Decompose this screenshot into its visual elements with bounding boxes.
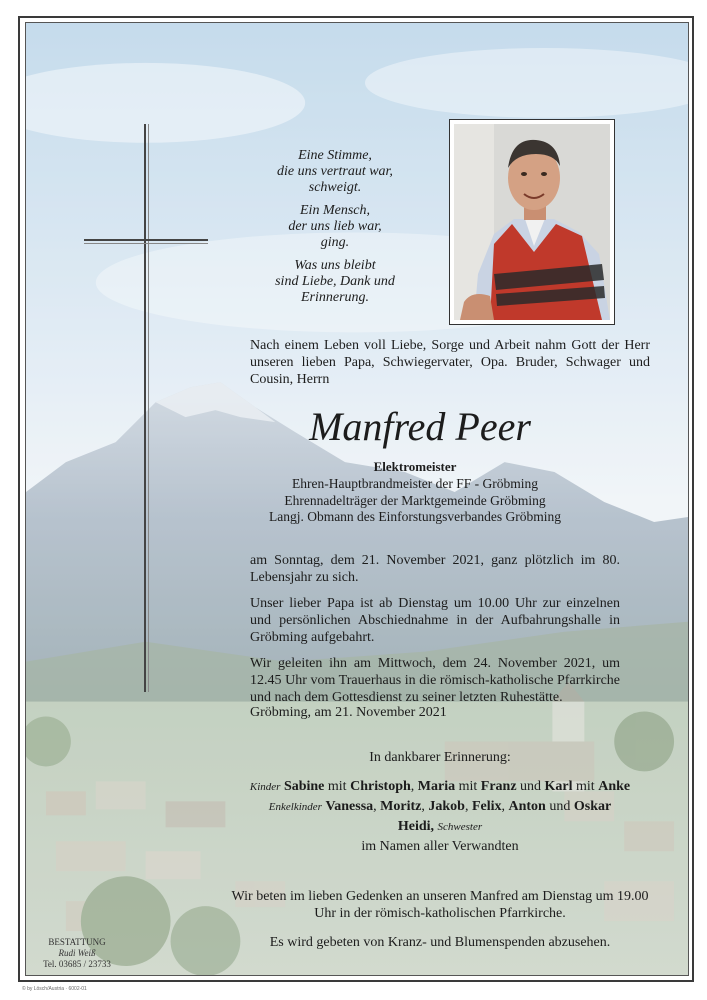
- profession: Elektromeister: [373, 459, 457, 474]
- relatives-line: im Namen aller Verwandten: [361, 839, 519, 854]
- funeral-home-label: BESTATTUNG: [48, 937, 106, 947]
- family-section: [230, 748, 650, 857]
- funeral-home: [32, 937, 122, 970]
- funeral-home-owner: Rudi Weiß: [58, 948, 96, 958]
- honor-item: Ehren-Hauptbrandmeister der FF - Gröbming: [292, 476, 538, 491]
- closing-section: [230, 888, 650, 963]
- poem-stanza: Was uns bleibt sind Liebe, Dank und Erinnerung.: [275, 258, 395, 305]
- prayer-notice: Wir beten im lieben Gedenken an unseren Manfred am Dienstag um 19.00 Uhr in der römisch-katholischen Pfarrkirche.: [231, 889, 649, 921]
- grandchildren-line: Enkelkinder Vanessa, Moritz, Jakob, Felix, Anton und Oskar: [268, 799, 612, 814]
- honor-item: Ehrennadelträger der Marktgemeinde Gröbming: [284, 492, 546, 508]
- poem-stanza: Ein Mensch, der uns lieb war, ging.: [288, 203, 382, 250]
- intro-text: Nach einem Leben voll Liebe, Sorge und Arbeit nahm Gott der Herr unseren lieben Papa, Schwiegervater, Opa. Bruder, Schwager und Cousin, Herrn: [250, 338, 650, 387]
- death-notice: am Sonntag, dem 21. November 2021, ganz plötzlich im 80. Lebensjahr zu sich.: [250, 553, 620, 585]
- cross-icon: [84, 124, 208, 692]
- children-line: Kinder Sabine mit Christoph, Maria mit Franz und Karl mit Anke: [249, 779, 631, 794]
- portrait-photo: [449, 119, 615, 325]
- place-date: Gröbming, am 21. November 2021: [250, 705, 447, 720]
- funeral-notice: Wir geleiten ihn am Mittwoch, dem 24. November 2021, um 12.45 Uhr vom Trauerhaus in die römisch-katholische Pfarrkirche und nach dem Gottesdienst zu seiner letzten Ruhestätte.: [250, 656, 620, 705]
- deceased-name: Manfred Peer: [309, 404, 531, 449]
- honor-item: Langj. Obmann des Einforstungsverbandes Gröbming: [268, 509, 562, 524]
- family-heading: In dankbarer Erinnerung:: [369, 750, 511, 765]
- viewing-notice: Unser lieber Papa ist ab Dienstag um 10.00 Uhr zur einzelnen und persönlichen Abschiednahme in der Aufbahrungshalle in Gröbming aufgebahrt.: [250, 596, 620, 645]
- honors-list: [250, 476, 580, 526]
- sister-line: Heidi, Schwester: [397, 819, 483, 834]
- portrait-image: [454, 124, 610, 320]
- donation-request: Es wird gebeten von Kranz- und Blumenspenden abzusehen.: [269, 935, 611, 950]
- funeral-home-phone: Tel. 03685 / 23733: [43, 959, 111, 969]
- announcement-body: [250, 552, 620, 715]
- poem-stanza: Eine Stimme, die uns vertraut war, schweigt.: [277, 148, 393, 195]
- memorial-poem: [245, 148, 425, 313]
- copyright: © by Lösch/Austria · 6002-01: [22, 986, 87, 992]
